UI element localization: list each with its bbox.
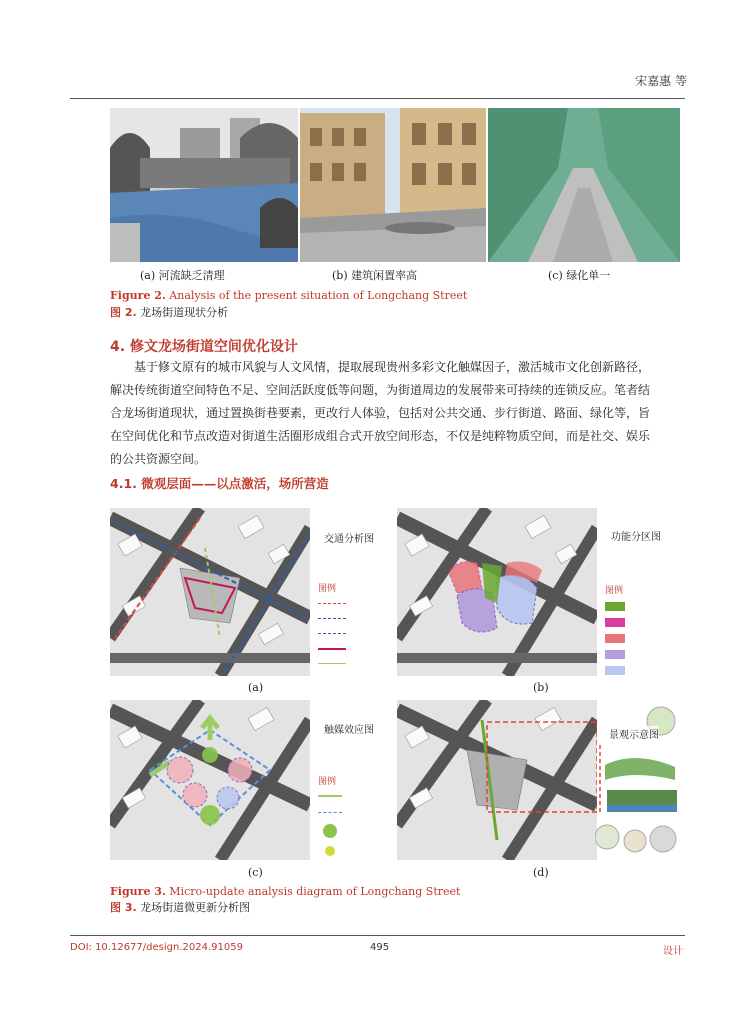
figure3-caption-zh: 图 3. 龙场街道微更新分析图 <box>110 901 251 914</box>
figure2-caption-zh: 图 2. 龙场街道现状分析 <box>110 306 229 319</box>
figure2-caption-en: Figure 2. Analysis of the present situation of Longchang Street <box>110 289 468 302</box>
footer-page-number: 495 <box>370 942 390 953</box>
photo-green-path <box>488 108 680 262</box>
catalyst-effect-map <box>110 700 310 860</box>
fig3c-title: 触媒效应图 <box>324 725 374 736</box>
figure3-caption-en: Figure 3. Micro-update analysis diagram of Longchang Street <box>110 885 461 898</box>
legend-item <box>605 598 680 614</box>
fig3-panel-d <box>397 700 680 860</box>
fig2-panel-a-label: (a) 河流缺乏清理 <box>140 269 225 282</box>
section-4-paragraph <box>110 356 685 471</box>
legend-item <box>318 641 394 656</box>
legend-item <box>318 842 394 860</box>
fig3-panel-a <box>110 508 394 676</box>
fig3b-title: 功能分区图 <box>611 532 661 543</box>
footer-rule <box>70 935 685 936</box>
traffic-map <box>110 508 310 676</box>
landscape-map <box>397 700 597 860</box>
paragraph-line: 在空间优化和节点改造对街道生活圈形成组合式开放空间形态，不仅是纯粹物质空间，而是社交、娱乐 <box>110 429 651 443</box>
fig3-panel-b-label: (b) <box>533 681 549 694</box>
paragraph-line: 基于修文原有的城市风貌与人文风情，提取展现贵州多彩文化触媒因子，激活城市文化创新路径， <box>134 360 651 374</box>
section-4-1-heading: 4.1. 微观层面——以点激活，场所营造 <box>110 476 329 491</box>
fig3b-legend-title: 图例 <box>605 586 624 596</box>
photo-vacant-building <box>300 108 486 262</box>
fig2-panel-b-label: (b) 建筑闲置率高 <box>332 269 418 282</box>
fig2-panel-c-label: (c) 绿化单一 <box>548 269 611 282</box>
fig3a-legend-title: 图例 <box>318 584 337 594</box>
footer-journal: 设计 <box>663 946 683 957</box>
section-4-heading: 4. 修文龙场街道空间优化设计 <box>110 339 298 355</box>
fig3-panel-b <box>397 508 680 676</box>
legend-item <box>318 804 394 820</box>
fig3-panel-d-label: (d) <box>533 866 549 879</box>
fig3a-title: 交通分析图 <box>324 534 374 545</box>
function-zoning-map <box>397 508 597 676</box>
fig3a-legend <box>318 596 394 671</box>
fig3c-legend-title: 图例 <box>318 777 337 787</box>
fig3d-title: 景观示意图 <box>609 726 659 741</box>
footer-doi: DOI: 10.12677/design.2024.91059 <box>70 942 243 953</box>
legend-item <box>318 788 394 804</box>
legend-item <box>318 596 394 611</box>
fig3b-legend <box>605 598 680 676</box>
legend-item <box>605 614 680 630</box>
paragraph-line: 解决传统街道空间特色不足、空间活跃度低等问题，为街道周边的发展带来可持续的连锁反应。笔者结 <box>110 383 651 397</box>
running-header-author: 宋嘉惠 等 <box>635 74 687 88</box>
legend-item <box>318 656 394 671</box>
fig3c-legend <box>318 788 394 860</box>
legend-item <box>605 630 680 646</box>
legend-item <box>318 611 394 626</box>
paragraph-line: 合龙场街道现状，通过置换街巷要素，更改行人体验，包括对公共交通、步行街道、路面、绿化等，旨 <box>110 406 651 420</box>
fig3-panel-a-label: (a) <box>248 681 264 694</box>
header-rule <box>70 98 685 99</box>
fig3-panel-c-label: (c) <box>248 866 263 879</box>
fig3-panel-c <box>110 700 394 860</box>
legend-item <box>318 626 394 641</box>
legend-item <box>605 662 680 676</box>
legend-item <box>318 820 394 842</box>
paragraph-line: 的公共资源空间。 <box>110 452 207 466</box>
legend-item <box>605 646 680 662</box>
photo-river <box>110 108 298 262</box>
